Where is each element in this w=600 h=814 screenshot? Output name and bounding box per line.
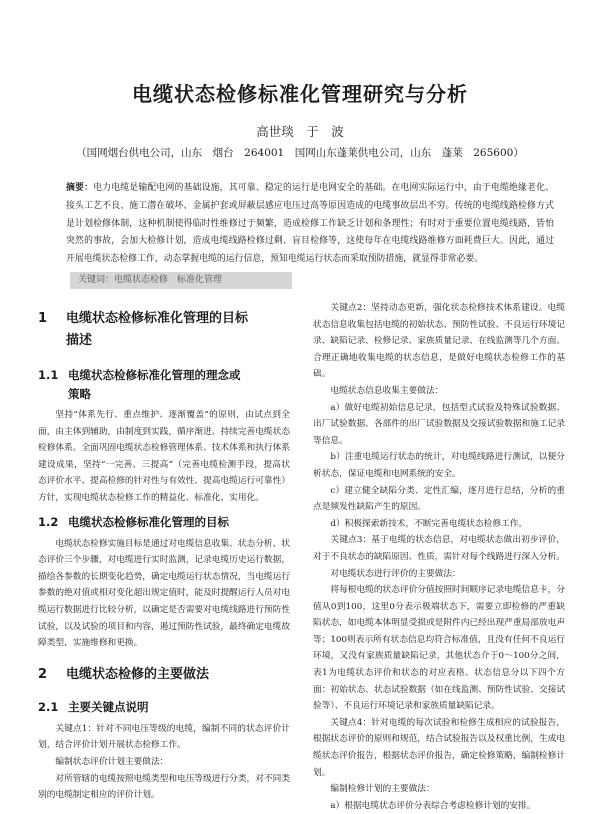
section-2-number: 2 xyxy=(38,666,48,682)
section-1-title-line2: 描述 xyxy=(66,333,93,348)
section-1-number: 1 xyxy=(38,311,48,326)
section-1-1-title-line1: 电缆状态检修标准化管理的理念或 xyxy=(68,368,241,382)
right-paragraph-2: 电缆状态信息收集主要做法： xyxy=(330,385,444,396)
abstract-label: 摘要： xyxy=(66,183,94,193)
section-2-heading xyxy=(38,664,290,686)
section-2-1-paragraph-1: 关键点1：针对不同电压等级的电缆，编制不同的状态评价计划，结合评价计划开展状态检修工作。 xyxy=(38,723,290,751)
abstract xyxy=(66,180,554,269)
right-paragraph-9: 将每根电缆的状态评价分值按照时间顺序记录电缆信息卡，分值从0到100，这里0分表示极端状态下，需要立即检修的严重缺陷状态，如电缆本体明显受损或是附件内已经出现严重局部放电声等；100则表示所有状态信息均符合标准值，且没有任何不良运行环境，又没有家族质量缺陷记录，其他状态介于0～100分之间，表1为电缆状态评价和状态的对应表格。状态信息分以下四个方面：初始状态、状态试验数据（如在线监测、预防性试验、交接试验等）、不良运行环境记录和家族质量缺陷记录。 xyxy=(313,585,565,712)
section-2-1-paragraph-3: 对所管辖的电缆按照电缆类型和电压等级进行分类，对不同类别的电缆制定相应的评价计划。 xyxy=(38,773,290,801)
keywords-bar: 关键词：电缆状态检修 标准化管理 xyxy=(70,272,292,289)
section-1-2-number: 1.2 xyxy=(38,514,59,529)
section-1-1-paragraph: 坚持“体系先行、重点维护、逐渐覆盖”的原则，由试点到全面，由主体到辅助，由制度到实践，循序渐进、持续完善电缆状态检修体系。全面巩固电缆状态检修管理体系、技术体系和执行体系建设成果，坚持“一完善、三提高”（完善电缆检测手段，提高状态评价水平、提高检修的针对性与有效性、提高电缆运行可靠性）方针，实现电缆状态检修工作的精益化、标准化、实用化。 xyxy=(38,410,290,503)
right-column xyxy=(313,300,565,814)
section-1-2-title: 电缆状态检修标准化管理的目标 xyxy=(68,514,229,529)
right-paragraph-4: b）注重电缆运行状态的统计，对电缆线路进行测试，以便分析状态，保证电缆和电网系统的安全。 xyxy=(313,452,565,479)
section-1-title-line1: 电缆状态检修标准化管理的目标 xyxy=(66,311,249,326)
section-1-2-paragraph: 电缆状态检修实施目标是通过对电缆信息收集、状态分析、状态评价三个步骤，对电缆进行实时监测，记录电缆历史运行数据，描绘各参数的长期变化趋势，确定电缆运行状态情况，当电缆运行参数的绝对值或相对变化超出规定值时，能及时提醒运行人员对电缆运行数据进行比较分析，以确定是否需要对电缆线路进行预防性试验，以及试验的项目和内容，遏过预防性试验，最终确定电缆故障类型，实施维修和更换。 xyxy=(38,538,290,649)
section-2-1-number: 2.1 xyxy=(38,699,59,714)
section-1-1-number: 1.1 xyxy=(38,368,59,382)
right-paragraph-5: c）建立健全缺陷分类、定性汇编，逐月进行总结，分析的重点是频发性缺陷产生的原因。 xyxy=(313,485,565,513)
right-paragraph-8: 对电缆状态进行评价的主要做法： xyxy=(330,568,461,579)
affiliation: （国网烟台供电公司，山东 烟台 264001 国网山东蓬莱供电公司，山东 蓬莱 265600） xyxy=(76,147,524,159)
right-paragraph-10: 关键点4：针对电缆的每次试验和检修生成相应的试验报告，根据状态评价的原则和规范，结合试验报告以及权重比例，生成电缆状态评价报告，根据状态评价报告，确定检修策略，编制检修计划。 xyxy=(313,717,565,778)
right-paragraph-12: a）根据电缆状态评价分表综合考虑检修计划的安排。 xyxy=(330,800,536,811)
section-2-1-heading xyxy=(38,698,290,717)
section-2-1-title: 主要关键点说明 xyxy=(68,699,149,714)
section-1-heading xyxy=(38,308,290,352)
authors: 高世琰 于 波 xyxy=(256,124,344,139)
section-1-1-heading xyxy=(38,366,290,404)
right-paragraph-11: 编制检修计划的主要做法： xyxy=(330,784,435,795)
section-1-2-heading xyxy=(38,513,290,532)
section-2-1-paragraph-2: 编制状态评价计划主要做法： xyxy=(55,756,169,767)
right-paragraph-7: 关键点3：基于电缆的状态信息，对电缆状态做出初步评价，对于不良状态的缺陷原因、性质，需针对每个线路进行深入分析。 xyxy=(313,535,565,562)
section-1-1-title-line2: 策略 xyxy=(68,387,91,401)
right-paragraph-6: d）积极探索新技术，不断完善电缆状态检修工作。 xyxy=(330,518,528,529)
abstract-text: 电力电缆是输配电网的基础设施，其可靠、稳定的运行是电网安全的基础。在电网实际运行中，由于电缆绝缘老化、接头工艺不良、施工潜在破坏、金属护套或屏蔽层感应电压过高等原因造成的电缆事故层出不穷。传统的电缆线路检修方式是计划检修体制，这种机制使得临时性维修过于频繁，造成检修工作缺乏计划和条理性；有时对于重要位置电缆线路，皆怕突然的事故，会加大检修计划，造成电缆线路检修过剩、盲目检修等，这使每年在电缆线路维修方面耗费巨大。因此，通过开展电缆状态检修工作，动态掌握电缆的运行信息，预知电缆运行状态而采取预防措施，就显得非常必要。 xyxy=(66,183,554,265)
right-paragraph-1: 关键点2：坚持动态更新，强化状态检修技术体系建设。电缆状态信息收集包括电缆的初始状态、预防性试验、不良运行环境记录、缺陷记录、检修记录、家族质量记录、在线监测等几个方面。合理正确地收集电缆的状态信息，是做好电缆状态检修工作的基础。 xyxy=(313,303,565,380)
section-2-title: 电缆状态检修的主要做法 xyxy=(66,666,210,682)
page-title: 电缆状态检修标准化管理研究与分析 xyxy=(132,82,468,106)
right-paragraph-3: a）做好电缆初始信息记录，包括型式试验及特殊试验数据、出厂试验数据、各部件的出厂试验数据及交接试验数据和施工记录等信息。 xyxy=(313,402,565,446)
left-column xyxy=(38,308,290,804)
